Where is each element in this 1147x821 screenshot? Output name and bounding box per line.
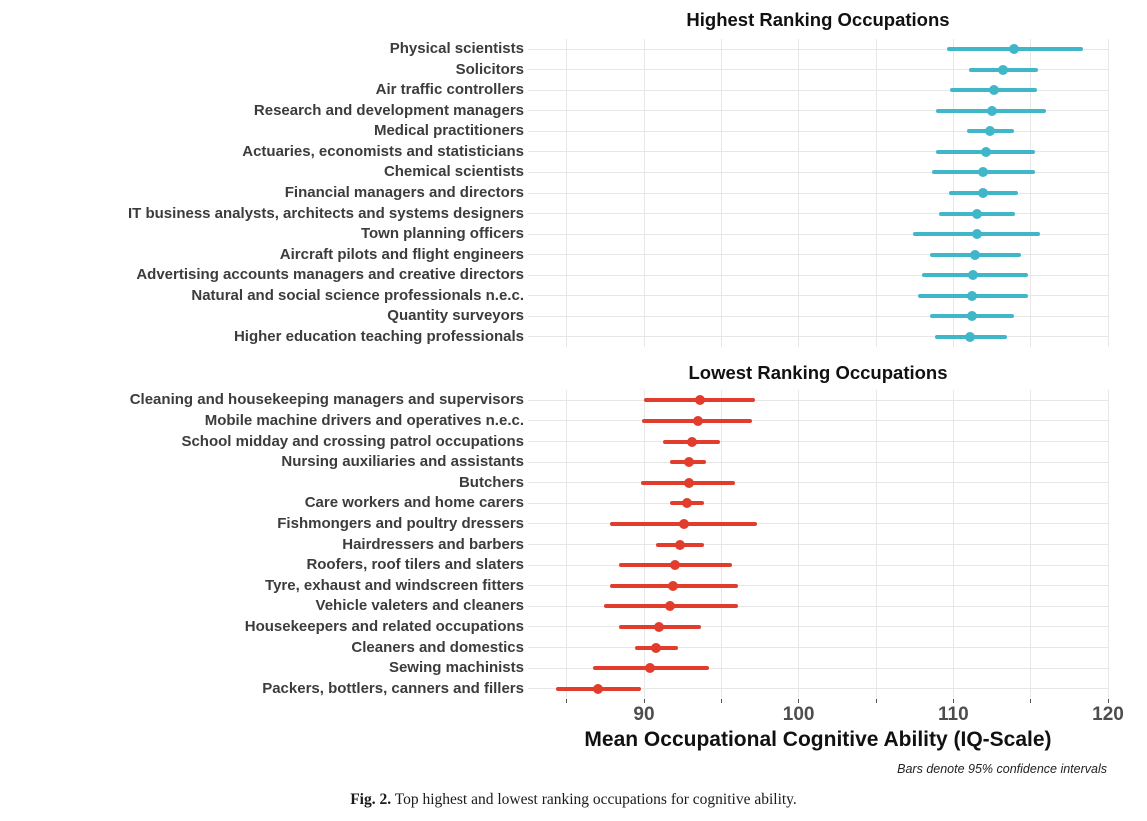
mean-dot xyxy=(695,395,705,405)
occupation-label: Cleaning and housekeeping managers and supervisors xyxy=(129,391,524,409)
figure-caption xyxy=(0,791,1147,809)
mean-dot xyxy=(651,643,661,653)
occupation-label: Research and development managers xyxy=(253,101,524,119)
mean-dot xyxy=(972,229,982,239)
occupation-label: Advertising accounts managers and creative directors xyxy=(136,266,524,284)
x-axis-tick-120 xyxy=(1108,699,1109,703)
mean-dot xyxy=(968,270,978,280)
x-axis-title: Mean Occupational Cognitive Ability (IQ-Scale) xyxy=(584,728,1052,751)
x-tick-label-90: 90 xyxy=(633,704,655,725)
x-tick-label-100: 100 xyxy=(782,704,815,725)
mean-dot xyxy=(967,311,977,321)
x-axis-tick-95 xyxy=(721,699,722,703)
occupation-label: Medical practitioners xyxy=(373,122,524,140)
row-gridline xyxy=(528,647,1108,648)
occupation-label: Actuaries, economists and statisticians xyxy=(242,142,524,160)
row-gridline xyxy=(528,213,1108,214)
occupation-label: Hairdressers and barbers xyxy=(342,535,524,553)
mean-dot xyxy=(682,498,692,508)
mean-dot xyxy=(972,209,982,219)
row-gridline xyxy=(528,316,1108,317)
occupation-label: Financial managers and directors xyxy=(284,184,524,201)
occupation-label: Butchers xyxy=(458,473,524,491)
ci-note: Bars denote 95% confidence intervals xyxy=(897,762,1107,776)
occupation-label: Sewing machinists xyxy=(388,659,524,677)
x-axis-tick-90 xyxy=(644,699,645,703)
occupation-label: Cleaners and domestics xyxy=(351,638,524,656)
occupation-label: Quantity surveyors xyxy=(387,307,524,325)
mean-dot xyxy=(987,106,997,116)
mean-dot xyxy=(684,478,694,488)
occupation-label: Roofers, roof tilers and slaters xyxy=(306,556,524,574)
row-gridline xyxy=(528,503,1108,504)
occupation-label: Mobile machine drivers and operatives n.e.c. xyxy=(204,411,524,429)
mean-dot xyxy=(679,519,689,529)
x-axis-tick-110 xyxy=(953,699,954,703)
mean-dot xyxy=(665,601,675,611)
mean-dot xyxy=(593,684,603,694)
row-gridline xyxy=(528,193,1108,194)
panel-highest xyxy=(0,39,1147,347)
x-axis-tick-100 xyxy=(798,699,799,703)
mean-dot xyxy=(978,188,988,198)
occupation-label: Vehicle valeters and cleaners xyxy=(315,597,524,615)
occupation-label: Tyre, exhaust and windscreen fitters xyxy=(265,576,524,594)
x-axis-tick-115 xyxy=(1030,699,1031,703)
mean-dot xyxy=(684,457,694,467)
mean-dot xyxy=(981,147,991,157)
row-gridline xyxy=(528,544,1108,545)
row-gridline xyxy=(528,626,1108,627)
occupation-label: Care workers and home carers xyxy=(304,494,524,512)
row-gridline xyxy=(528,420,1108,421)
occupation-label: Packers, bottlers, canners and fillers xyxy=(262,679,524,697)
row-gridline xyxy=(528,565,1108,566)
row-gridline xyxy=(528,482,1108,483)
x-tick-label-120: 120 xyxy=(1092,704,1124,725)
mean-dot xyxy=(965,332,975,342)
occupation-label: IT business analysts, architects and systems designers xyxy=(127,204,524,222)
panel-title-lowest: Lowest Ranking Occupations xyxy=(688,362,948,383)
mean-dot xyxy=(654,622,664,632)
occupation-label: Physical scientists xyxy=(389,40,524,58)
row-gridline xyxy=(528,131,1108,132)
row-gridline xyxy=(528,441,1108,442)
occupation-label: Town planning officers xyxy=(360,225,524,243)
occupation-label: Natural and social science professionals n.e.c. xyxy=(191,286,524,304)
occupation-label: Chemical scientists xyxy=(383,163,524,181)
mean-dot xyxy=(998,65,1008,75)
caption-text: Top highest and lowest ranking occupations for cognitive ability. xyxy=(391,791,797,808)
x-tick-label-110: 110 xyxy=(938,704,969,725)
mean-dot xyxy=(693,416,703,426)
x-axis-tick-105 xyxy=(876,699,877,703)
mean-dot xyxy=(670,560,680,570)
mean-dot xyxy=(970,250,980,260)
x-axis-tick-85 xyxy=(566,699,567,703)
row-gridline xyxy=(528,462,1108,463)
mean-dot xyxy=(687,437,697,447)
caption-fig-label: Fig. 2. xyxy=(350,791,392,808)
mean-dot xyxy=(967,291,977,301)
occupation-label: Housekeepers and related occupations xyxy=(244,617,524,635)
occupation-label: Nursing auxiliaries and assistants xyxy=(281,453,524,471)
mean-dot xyxy=(675,540,685,550)
panel-lowest xyxy=(0,390,1147,699)
mean-dot xyxy=(645,663,655,673)
occupation-label: Solicitors xyxy=(455,60,524,78)
occupation-label: Fishmongers and poultry dressers xyxy=(277,514,524,532)
row-gridline xyxy=(528,400,1108,401)
occupation-label: Air traffic controllers xyxy=(375,81,524,99)
mean-dot xyxy=(989,85,999,95)
occupation-label: Higher education teaching professionals xyxy=(233,327,524,345)
panel-title-highest: Highest Ranking Occupations xyxy=(686,9,950,30)
mean-dot xyxy=(985,126,995,136)
mean-dot xyxy=(668,581,678,591)
occupation-label: School midday and crossing patrol occupations xyxy=(181,432,524,450)
mean-dot xyxy=(1009,44,1019,54)
row-gridline xyxy=(528,336,1108,337)
mean-dot xyxy=(978,167,988,177)
occupation-label: Aircraft pilots and flight engineers xyxy=(279,245,524,263)
